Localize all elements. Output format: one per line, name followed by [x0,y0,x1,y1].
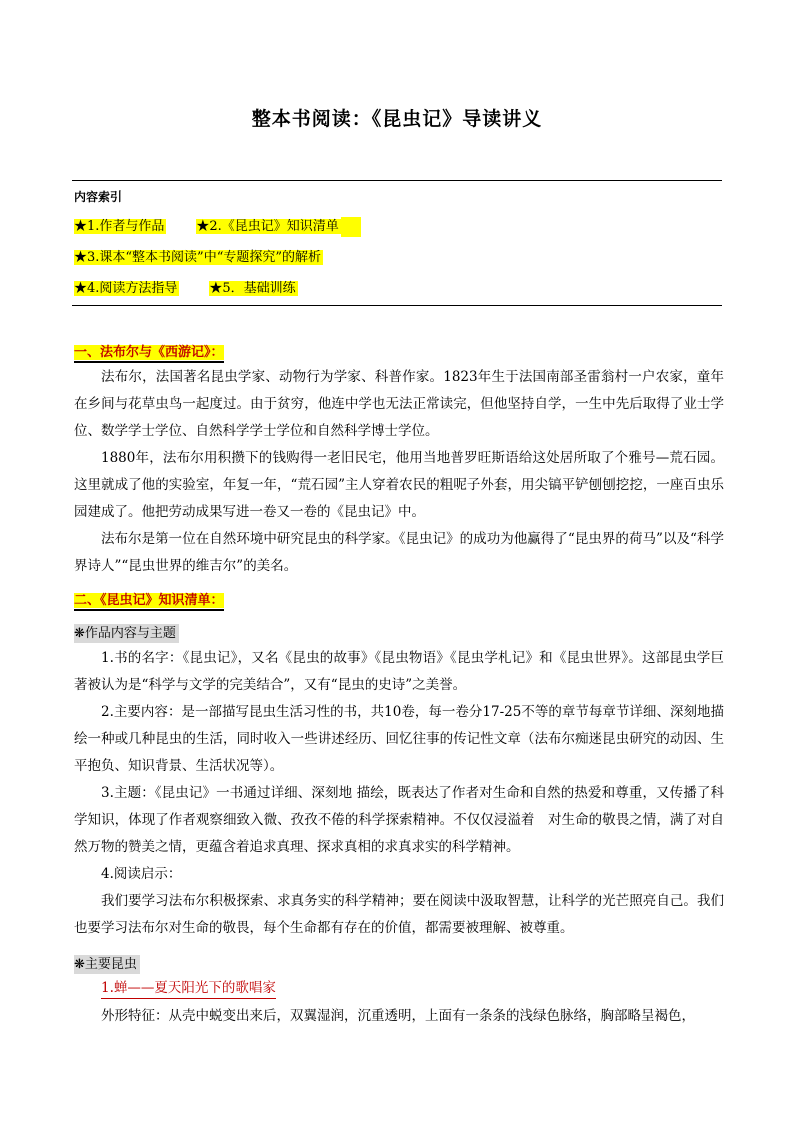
subheading-content-theme: ❋作品内容与主题 [74,624,179,643]
index-item-2[interactable]: ★2.《昆虫记》知识清单 [196,219,339,234]
index-heading: 内容索引 [74,190,123,204]
index-row-2 [74,248,323,268]
section2-paragraph-3: 3.主题：《昆虫记》一书通过详细、深刻地 描绘，既表达了作者对生命和自然的热爱和尊重，又传播了科学知识，体现了作者观察细致入微、孜孜不倦的科学探索精神。不仅仅浸溢着 对生命的敬畏之情，满了对自然万物的赞美之情，更蕴含着追求真理、探求真相的求真求实的科学精神。 [74,785,724,855]
insect-description: 外形特征：从壳中蜕变出来后，双翼湿润，沉重透明，上面有一条条的浅绿色脉络，胸部略呈褐色， [101,1008,695,1024]
section1-heading: 一、法布尔与《西游记》： [74,344,224,363]
section2-paragraph-4: 4.阅读启示： [101,866,182,882]
index-item-1[interactable]: ★1.作者与作品 [74,219,165,234]
index-row-3 [74,279,298,299]
index-row-1 [74,217,361,237]
section2-paragraph-2: 2.主要内容：是一部描写昆虫生活习性的书，共10卷，每一卷分17-25不等的章节每章节详细、深刻地描绘一种或几种昆虫的生活，同时收入一些讲述经历、回忆往事的传记性文章（法布尔痴迷昆虫研究的动因、生平抱负、知识背景、生活状况等）。 [74,704,724,774]
index-item-4[interactable]: ★4.阅读方法指导 [74,281,178,296]
index-item-5[interactable]: ★5．基础训练 [209,281,296,296]
section1-paragraph-1: 法布尔，法国著名昆虫学家、动物行为学家、科普作家。1823年生于法国南部圣雷翁村一户农家，童年在乡间与花草虫鸟一起度过。由于贫穷，他连中学也无法正常读完，但他坚持自学，一生中先后取得了业士学位、数学学士学位、自然科学学士学位和自然科学博士学位。 [74,369,724,439]
top-rule [72,180,722,181]
section1-paragraph-3: 法布尔是第一位在自然环境中研究昆虫的科学家。《昆虫记》的成功为他赢得了“昆虫界的荷马”以及“科学界诗人”“昆虫世界的维吉尔”的美名。 [74,531,724,574]
section2-paragraph-1: 1.书的名字：《昆虫记》，又名《昆虫的故事》《昆虫物语》《昆虫学札记》和《昆虫世界》。这部昆虫学巨著被认为是“科学与文学的完美结合”，又有“昆虫的史诗”之美誉。 [74,650,724,693]
insect-title-cicada: 1.蝉——夏天阳光下的歌唱家 [101,978,276,999]
page-title: 整本书阅读：《昆虫记》导读讲义 [251,108,543,130]
subheading-main-insects: ❋主要昆虫 [74,955,140,974]
section1-paragraph-2: 1880年，法布尔用积攒下的钱购得一老旧民宅，他用当地普罗旺斯语给这处居所取了个雅号—荒石园。这里就成了他的实验室，年复一年，“荒石园”主人穿着农民的粗呢子外套，用尖镐平铲刨刨挖挖，一座百虫乐园建成了。他把劳动成果写进一卷又一卷的《昆虫记》中。 [74,450,724,520]
section2-paragraph-5: 我们要学习法布尔积极探索、求真务实的科学精神；要在阅读中汲取智慧，让科学的光芒照亮自己。我们也要学习法布尔对生命的敬畏，每个生命都有存在的价值，都需要被理解、被尊重。 [74,893,724,936]
index-item-3[interactable]: ★3.课本“整本书阅读”中“专题探究”的解析 [74,250,321,265]
section2-heading: 二、《昆虫记》知识清单： [74,592,224,611]
index-bottom-rule [72,305,722,306]
